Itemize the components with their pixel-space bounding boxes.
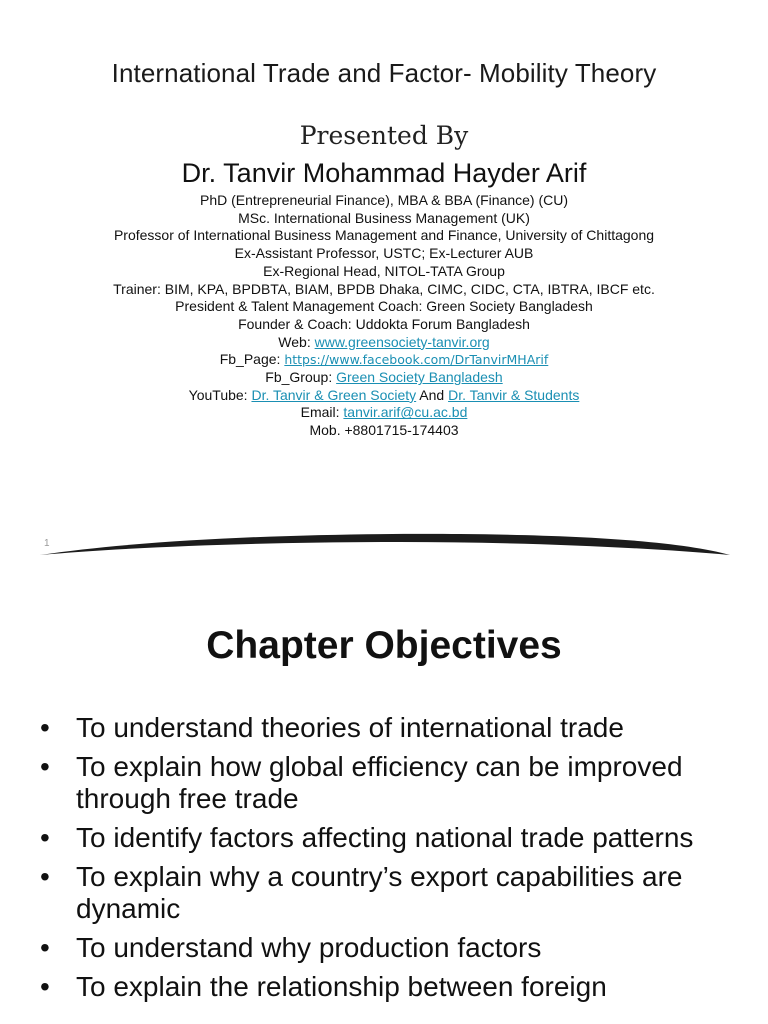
list-item xyxy=(40,712,740,744)
mobile-line: Mob. +8801715-174403 xyxy=(309,422,459,439)
presenter-name: Dr. Tanvir Mohammad Hayder Arif xyxy=(181,158,587,188)
facebook-group-link[interactable]: Green Society Bangladesh xyxy=(336,369,503,386)
credential-line: President & Talent Management Coach: Green Society Bangladesh xyxy=(175,298,593,315)
website-link[interactable]: www.greensociety-tanvir.org xyxy=(314,333,490,350)
list-item xyxy=(40,751,740,815)
objective-text: To understand theories of international trade xyxy=(76,712,624,743)
slide-2 xyxy=(0,580,768,1024)
bullet-icon: • xyxy=(40,822,50,853)
swoosh-shape xyxy=(40,534,730,555)
fb-page-label: Fb_Page: xyxy=(219,351,285,368)
youtube-link-green-society[interactable]: Dr. Tanvir & Green Society xyxy=(251,386,417,403)
credential-line: PhD (Entrepreneurial Finance), MBA & BBA (Finance) (CU) xyxy=(199,192,569,208)
credential-line: Ex-Assistant Professor, USTC; Ex-Lecturer AUB xyxy=(234,245,534,262)
bullet-icon: • xyxy=(40,932,50,963)
youtube-and-text: And xyxy=(416,386,449,403)
objective-text: To explain why a country’s export capabilities are dynamic xyxy=(76,861,683,924)
slide-divider-swoosh xyxy=(40,533,730,559)
credential-line: Ex-Regional Head, NITOL-TATA Group xyxy=(263,262,505,279)
bullet-icon: • xyxy=(40,751,50,782)
list-item xyxy=(40,822,740,854)
web-label: Web: xyxy=(278,333,315,350)
youtube-label: YouTube: xyxy=(188,386,252,403)
list-item xyxy=(40,932,740,964)
list-item xyxy=(40,861,740,925)
credential-line: MSc. International Business Management (UK) xyxy=(238,209,530,226)
objective-text: To understand why production factors xyxy=(76,932,542,963)
email-line xyxy=(0,404,768,422)
objective-text: To explain the relationship between foreign xyxy=(76,971,607,1002)
objective-text: To identify factors affecting national trade patterns xyxy=(76,822,694,853)
chapter-objectives-heading: Chapter Objectives xyxy=(206,624,562,667)
email-label: Email: xyxy=(300,404,344,421)
presenter-credentials xyxy=(0,192,768,440)
objectives-list xyxy=(40,712,740,1010)
credential-line: Founder & Coach: Uddokta Forum Bangladesh xyxy=(238,315,530,332)
youtube-line xyxy=(0,387,768,405)
objective-text: To explain how global efficiency can be improved through free trade xyxy=(76,751,683,814)
bullet-icon: • xyxy=(40,861,50,892)
web-line xyxy=(0,334,768,352)
slide-number: 1 xyxy=(44,538,50,549)
email-link[interactable]: tanvir.arif@cu.ac.bd xyxy=(343,404,468,421)
list-item xyxy=(40,971,740,1003)
fb-page-line xyxy=(0,351,768,369)
presented-by-label: Presented By xyxy=(299,121,469,150)
fb-group-line xyxy=(0,369,768,387)
credential-line: Professor of International Business Management and Finance, University of Chittagong xyxy=(113,227,655,244)
bullet-icon: • xyxy=(40,971,50,1002)
youtube-link-students[interactable]: Dr. Tanvir & Students xyxy=(448,386,580,403)
credential-line: Trainer: BIM, KPA, BPDBTA, BIAM, BPDB Dhaka, CIMC, CIDC, CTA, IBTRA, IBCF etc. xyxy=(113,280,655,297)
fb-group-label: Fb_Group: xyxy=(265,369,337,386)
bullet-icon: • xyxy=(40,712,50,743)
slide-title: International Trade and Factor- Mobility Theory xyxy=(111,58,657,88)
facebook-page-link[interactable]: https://www.facebook.com/DrTanvirMHArif xyxy=(284,352,549,368)
